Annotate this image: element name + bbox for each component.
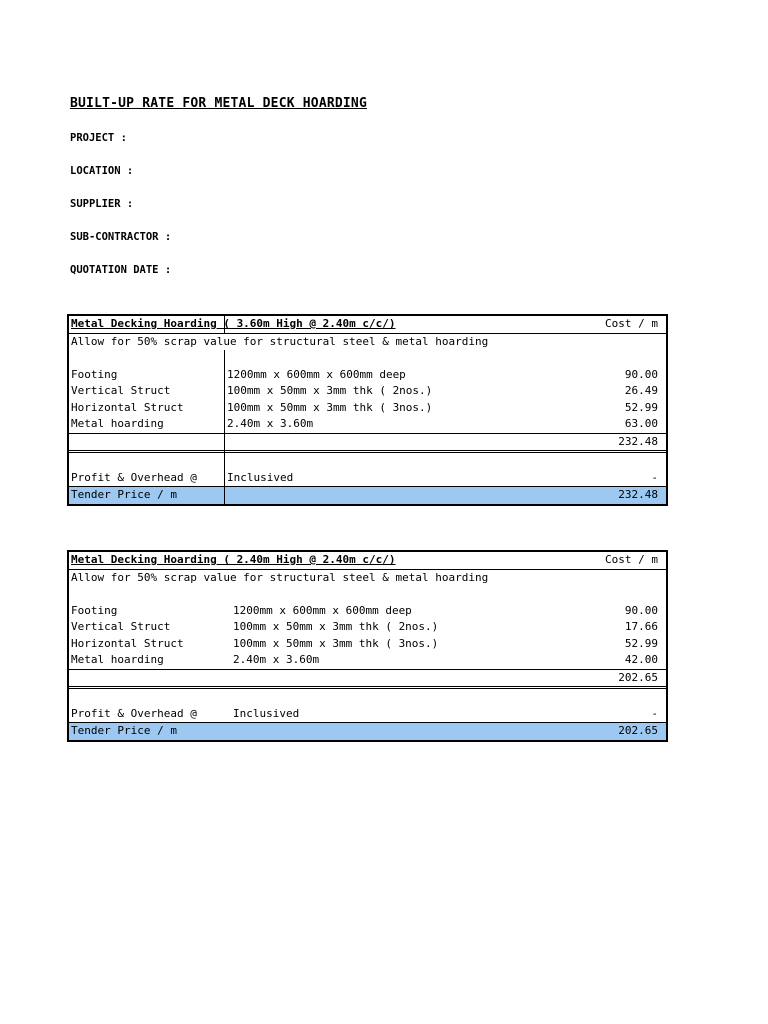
item-cost: 90.00 xyxy=(624,603,658,617)
item-spec: 100mm x 50mm x 3mm thk ( 2nos.) xyxy=(227,384,433,397)
item-spec: 2.40m x 3.60m xyxy=(233,653,320,666)
profit-value: Inclusived xyxy=(227,470,294,484)
item-cost: 63.00 xyxy=(624,417,658,430)
table-header: Metal Decking Hoarding ( 2.40m High @ 2.40m c/c/) xyxy=(71,553,396,566)
spacer-row xyxy=(69,689,666,706)
profit-row xyxy=(69,470,666,487)
column-divider xyxy=(224,487,225,504)
item-cost: 52.99 xyxy=(624,636,658,650)
item-name: Metal hoarding xyxy=(71,417,164,430)
item-spec: 100mm x 50mm x 3mm thk ( 3nos.) xyxy=(233,636,439,650)
note-row xyxy=(69,570,666,587)
tender-value: 232.48 xyxy=(618,488,658,501)
tender-label: Tender Price / m xyxy=(71,488,177,501)
tender-row xyxy=(69,722,666,740)
table-header: Metal Decking Hoarding ( 3.60m High @ 2.40m c/c/) xyxy=(71,317,396,330)
tender-row xyxy=(69,486,666,504)
profit-cost: - xyxy=(651,706,658,720)
profit-row xyxy=(69,706,666,723)
item-cost: 90.00 xyxy=(624,367,658,381)
table-row xyxy=(69,603,666,620)
supplier-label: SUPPLIER : xyxy=(70,198,134,210)
table-header-row xyxy=(69,552,666,570)
table-header-row xyxy=(69,316,666,334)
spacer-row xyxy=(69,586,666,603)
table-row xyxy=(69,367,666,384)
spacer-row xyxy=(69,350,666,367)
profit-label: Profit & Overhead @ xyxy=(71,706,197,720)
profit-value: Inclusived xyxy=(233,706,300,720)
cost-header: Cost / m xyxy=(605,553,658,566)
location-label: LOCATION : xyxy=(70,165,134,177)
quotation-date-label: QUOTATION DATE : xyxy=(70,264,172,276)
table-row xyxy=(69,619,666,636)
subtotal-row xyxy=(69,434,666,454)
item-spec: 1200mm x 600mm x 600mm deep xyxy=(227,367,406,381)
project-label: PROJECT : xyxy=(70,132,127,144)
subtotal-row xyxy=(69,670,666,690)
item-name: Horizontal Struct xyxy=(71,400,184,414)
table-row xyxy=(69,652,666,670)
spacer-row xyxy=(69,453,666,470)
profit-cost: - xyxy=(651,470,658,484)
item-name: Footing xyxy=(71,367,118,381)
item-name: Footing xyxy=(71,603,118,617)
tender-value: 202.65 xyxy=(618,724,658,737)
scrap-note: Allow for 50% scrap value for structural steel & metal hoarding xyxy=(71,570,489,584)
item-name: Vertical Struct xyxy=(71,384,171,397)
table-row xyxy=(69,416,666,434)
rate-table-3-60m xyxy=(67,314,668,506)
scrap-note: Allow for 50% scrap value for structural steel & metal hoarding xyxy=(71,334,489,348)
sub-contractor-label: SUB-CONTRACTOR : xyxy=(70,231,172,243)
item-spec: 100mm x 50mm x 3mm thk ( 2nos.) xyxy=(233,620,439,633)
note-row xyxy=(69,334,666,351)
profit-label: Profit & Overhead @ xyxy=(71,470,197,484)
item-spec: 100mm x 50mm x 3mm thk ( 3nos.) xyxy=(227,400,433,414)
item-cost: 42.00 xyxy=(624,653,658,666)
cost-header: Cost / m xyxy=(605,317,658,330)
item-cost: 17.66 xyxy=(624,620,658,633)
item-spec: 2.40m x 3.60m xyxy=(227,417,314,430)
subtotal-value: 202.65 xyxy=(618,670,658,684)
subtotal-value: 232.48 xyxy=(618,434,658,448)
table-row xyxy=(69,636,666,653)
page-title: BUILT-UP RATE FOR METAL DECK HOARDING xyxy=(70,96,367,111)
item-name: Horizontal Struct xyxy=(71,636,184,650)
rate-table-2-40m xyxy=(67,550,668,742)
item-name: Metal hoarding xyxy=(71,653,164,666)
table-row xyxy=(69,400,666,417)
item-cost: 52.99 xyxy=(624,400,658,414)
item-name: Vertical Struct xyxy=(71,620,171,633)
column-divider xyxy=(224,316,225,333)
item-cost: 26.49 xyxy=(624,384,658,397)
table-body xyxy=(69,334,666,504)
item-spec: 1200mm x 600mm x 600mm deep xyxy=(233,603,412,617)
tender-label: Tender Price / m xyxy=(71,724,177,737)
table-row xyxy=(69,383,666,400)
